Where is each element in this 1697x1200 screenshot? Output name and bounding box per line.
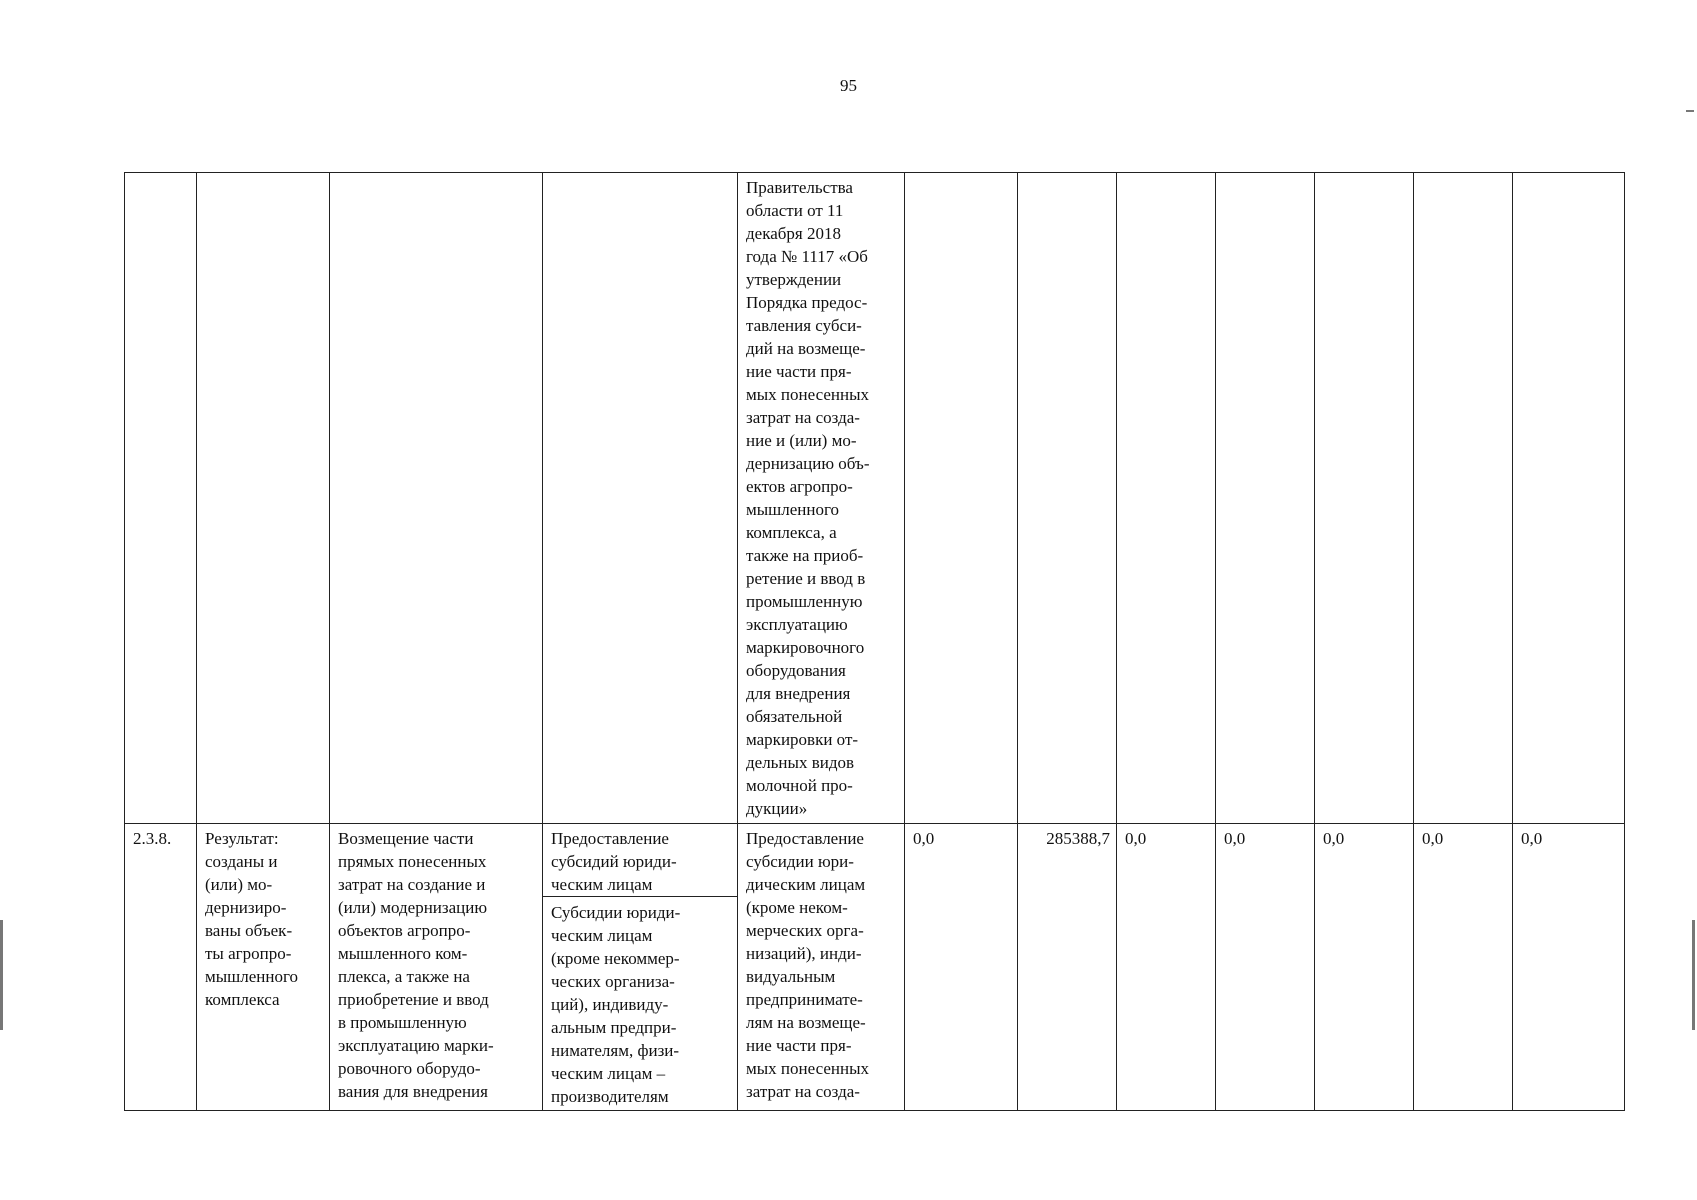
characteristic-text: Предоставление субсидии юри- дическим лицам (кроме неком- мерческих орга- низаций), инди- видуальным предпринимате- лям на возмеще- ние части пря- мых понесенных затрат на созда- bbox=[746, 829, 870, 1101]
cell-value-6 bbox=[1414, 173, 1513, 824]
cell-type bbox=[543, 173, 738, 824]
value-6: 0,0 bbox=[1422, 829, 1444, 848]
cell-value-7 bbox=[1513, 173, 1625, 824]
value-4: 0,0 bbox=[1224, 829, 1246, 848]
scan-mark-right bbox=[1692, 920, 1695, 1030]
type-top-text: Предоставление субсидий юриди- ческим лицам bbox=[543, 827, 737, 897]
table-row-continuation bbox=[125, 173, 1625, 824]
cell-value-7 bbox=[1513, 824, 1625, 1111]
page-number: 95 bbox=[840, 76, 857, 95]
cell-description bbox=[330, 824, 543, 1111]
cell-value-4 bbox=[1216, 824, 1315, 1111]
legal-basis-text: Правительства области от 11 декабря 2018 года № 1117 «Об утверждении Порядка предос- тавления субси- дий на возмеще- ние части пря- мых понесенных затрат на созда- ние и (или) мо- дернизацию объ- ектов агропро- мышленного комплекса, а также на приоб- ретение и ввод в промышленную эксплуатацию маркировочного оборудования для внедрения обязательной маркировки от- дельных видов молочной про- дукции» bbox=[746, 178, 870, 818]
description-text: Возмещение части прямых понесенных затрат на создание и (или) модернизацию объектов агропро- мышленного ком- плекса, а также на приобретение и ввод в промышленную эксплуатацию марки- ровочного оборудо- вания для внедрения bbox=[338, 829, 494, 1101]
cell-value-5 bbox=[1315, 824, 1414, 1111]
value-5: 0,0 bbox=[1323, 829, 1345, 848]
cell-value-2 bbox=[1018, 173, 1117, 824]
table-row-2-3-8 bbox=[125, 824, 1625, 1111]
cell-value-1 bbox=[905, 824, 1018, 1111]
type-bottom-text: Субсидии юриди- ческим лицам (кроме некоммер- ческих организа- ций), индивиду- альным предпри- нимателям, физи- ческим лицам – производителям bbox=[551, 903, 681, 1106]
cell-number bbox=[125, 173, 197, 824]
cell-value-2 bbox=[1018, 824, 1117, 1111]
value-1: 0,0 bbox=[913, 829, 935, 848]
cell-description bbox=[330, 173, 543, 824]
cell-value-1 bbox=[905, 173, 1018, 824]
cell-value-3 bbox=[1117, 173, 1216, 824]
scan-mark-right-top bbox=[1686, 110, 1694, 112]
cell-value-4 bbox=[1216, 173, 1315, 824]
cell-result bbox=[197, 173, 330, 824]
cell-characteristic bbox=[738, 824, 905, 1111]
program-table bbox=[124, 172, 1625, 1111]
value-7: 0,0 bbox=[1521, 829, 1543, 848]
cell-number bbox=[125, 824, 197, 1111]
cell-type bbox=[543, 824, 738, 1111]
value-3: 0,0 bbox=[1125, 829, 1147, 848]
result-text: Результат: созданы и (или) мо- дернизиро- ваны объек- ты агропро- мышленного комплекса bbox=[205, 829, 299, 1009]
cell-result bbox=[197, 824, 330, 1111]
scan-mark-left bbox=[0, 920, 3, 1030]
row-number: 2.3.8. bbox=[133, 829, 172, 848]
value-2: 285388,7 bbox=[1046, 829, 1110, 848]
cell-value-6 bbox=[1414, 824, 1513, 1111]
cell-value-3 bbox=[1117, 824, 1216, 1111]
cell-legal-basis bbox=[738, 173, 905, 824]
cell-value-5 bbox=[1315, 173, 1414, 824]
